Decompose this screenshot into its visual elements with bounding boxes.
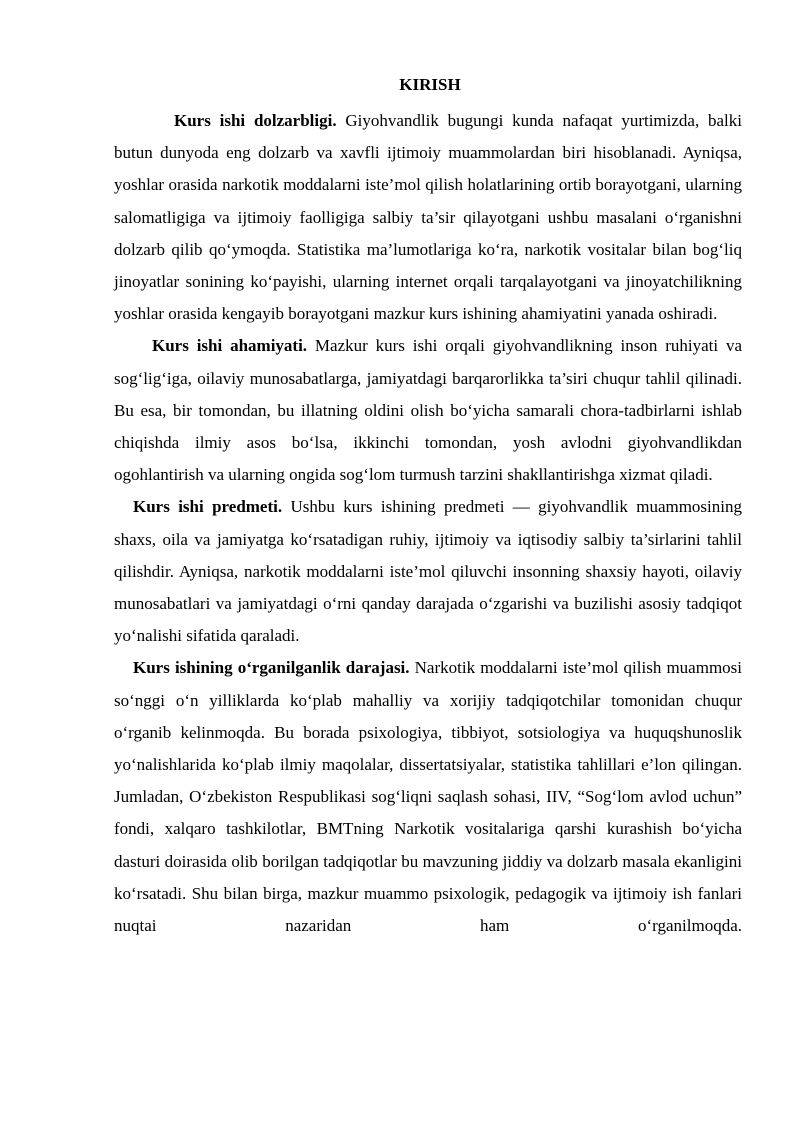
paragraph-heading: Kurs ishi dolzarbligi.: [174, 111, 337, 130]
paragraph-relevance: [114, 105, 742, 330]
paragraph-heading: Kurs ishining o‘rganilganlik darajasi.: [133, 658, 410, 678]
paragraph-text: Narkotik moddalarni iste’mol qilish muammosi so‘nggi o‘n yilliklarda ko‘plab mahalliy va xorijiy tadqiqotchilar tomonidan chuqur o‘rganib kelinmoqda. Bu borada psixologiya, tibbiyot, sotsiologiya va huquqshunoslik yo‘nalishlarida ko‘plab ilmiy maqolalar, dissertatsiyalar, statistika tahlillari e’lon qilingan. Jumladan, O‘zbekiston Respublikasi sog‘liqni saqlash sohasi, IIV, “Sog‘lom avlod uchun” fondi, xalqaro tashkilotlar, BMTning Narkotik vositalariga qarshi kurashish bo‘yicha dasturi doirasida olib borilgan tadqiqotlar bu mavzuning jiddiy va dolzarb masala ekanligini ko‘rsatadi. Shu bilan birga, mazkur muammo psixologik, pedagogik va ijtimoiy ish fanlari nuqtai nazaridan ham o‘rganilmoqda.: [114, 658, 743, 936]
paragraph-text: Mazkur kurs ishi orqali giyohvandlikning inson ruhiyati va sog‘lig‘iga, oilaviy munosabatlarga, jamiyatdagi barqarorlikka ta’siri chuqur tahlil qilinadi. Bu esa, bir tomondan, bu illatning oldini olish bo‘yicha samarali chora-tadbirlarni ishlab chiqishda ilmiy asos bo‘lsa, ikkinchi tomondan, yosh avlodni giyohvandlikdan ogohlantirish va ularning ongida sog‘lom turmush tarzini shakllantirishga xizmat qiladi.: [114, 336, 742, 485]
paragraph-heading: Kurs ishi predmeti.: [133, 497, 283, 517]
page-title: KIRISH: [399, 75, 461, 94]
paragraph-heading: Kurs ishi ahamiyati.: [152, 336, 308, 356]
paragraph-research-level: [114, 652, 742, 942]
document-body: [114, 105, 742, 942]
paragraph-text: Ushbu kurs ishining predmeti — giyohvandlik muammosining shaxs, oila va jamiyatga ko‘rsatadigan ruhiy, ijtimoiy va iqtisodiy salbiy ta’sirlarini tahlil qilishdir. Ayniqsa, narkotik moddalarni iste’mol qiluvchi insonning shaxsiy hayoti, oilaviy munosabatlari va jamiyatdagi o‘rni qanday darajada o‘zgarishi va buzilishi asosiy tadqiqot yo‘nalishi sifatida qaraladi.: [114, 497, 742, 646]
paragraph-subject: [114, 491, 742, 652]
paragraph-text: Giyohvandlik bugungi kunda nafaqat yurtimizda, balki butun dunyoda eng dolzarb va xavfli ijtimoiy muammolardan biri hisoblanadi. Ayniqsa, yoshlar orasida narkotik moddalarni iste’mol qilish holatlarining ortib borayotgani, ularning salomatligiga va ijtimoiy faolligiga salbiy ta’sir qilayotgani ushbu masalani o‘rganishni dolzarb qilib qo‘ymoqda. Statistika ma’lumotlariga ko‘ra, narkotik vositalar bilan bog‘liq jinoyatlar sonining ko‘payishi, ularning internet orqali tarqalayotgani va jinoyatchilikning yoshlar orasida kengayib borayotgani mazkur kurs ishining ahamiyatini yanada oshiradi.: [114, 111, 743, 324]
paragraph-importance: [114, 330, 742, 491]
